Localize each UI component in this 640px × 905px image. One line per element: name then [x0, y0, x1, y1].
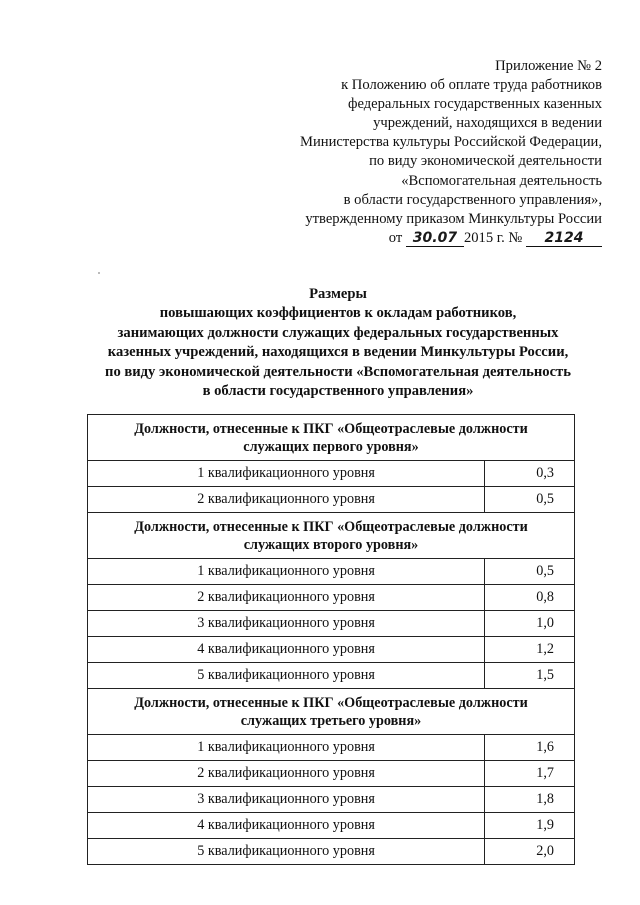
- table-row: [88, 637, 575, 663]
- order-reference: [182, 229, 602, 248]
- document-title: [60, 285, 616, 401]
- coefficient-value: 1,8: [485, 787, 575, 813]
- qualification-level: 1 квалификационного уровня: [88, 461, 485, 487]
- coefficient-value: 1,2: [485, 637, 575, 663]
- table-row: [88, 487, 575, 513]
- header-line: к Положению об оплате труда работников: [341, 77, 602, 94]
- coefficient-value: 0,8: [485, 585, 575, 611]
- coefficient-value: 1,0: [485, 611, 575, 637]
- appendix-header: [182, 57, 602, 248]
- header-line: утвержденному приказом Минкультуры России: [305, 210, 602, 227]
- table-row: [88, 839, 575, 865]
- qualification-level: 2 квалификационного уровня: [88, 761, 485, 787]
- group-title-line: служащих третьего уровня»: [240, 712, 422, 729]
- table-row: [88, 813, 575, 839]
- order-prefix: от: [388, 229, 403, 246]
- qualification-level: 1 квалификационного уровня: [88, 735, 485, 761]
- group-title: [88, 513, 575, 559]
- handwritten-date: 30.07: [406, 230, 464, 247]
- group-title-line: Должности, отнесенные к ПКГ «Общеотраслевые должности: [134, 694, 528, 711]
- qualification-level: 5 квалификационного уровня: [88, 839, 485, 865]
- header-line: «Вспомогательная деятельность: [401, 172, 602, 189]
- header-line: Министерства культуры Российской Федерации,: [299, 134, 602, 151]
- qualification-level: 2 квалификационного уровня: [88, 585, 485, 611]
- coefficient-value: 1,9: [485, 813, 575, 839]
- header-line: учреждений, находящихся в ведении: [373, 115, 602, 132]
- header-line: Приложение № 2: [495, 58, 602, 74]
- order-year: 2015 г. №: [463, 229, 523, 246]
- table-row: [88, 663, 575, 689]
- header-line: в области государственного управления»,: [343, 191, 602, 208]
- table-row: [88, 735, 575, 761]
- title-line: повышающих коэффициентов к окладам работников,: [159, 305, 517, 322]
- qualification-level: 4 квалификационного уровня: [88, 637, 485, 663]
- table-row: [88, 787, 575, 813]
- header-line: по виду экономической деятельности: [369, 153, 602, 170]
- coefficient-value: 0,5: [485, 487, 575, 513]
- qualification-level: 1 квалификационного уровня: [88, 559, 485, 585]
- coefficient-value: 1,5: [485, 663, 575, 689]
- table-group-header: [88, 689, 575, 735]
- title-line: по виду экономической деятельности «Вспомогательная деятельность: [105, 363, 571, 380]
- table-row: [88, 611, 575, 637]
- group-title: [88, 415, 575, 461]
- qualification-level: 5 квалификационного уровня: [88, 663, 485, 689]
- handwritten-number: 2124: [526, 230, 602, 247]
- group-title-line: Должности, отнесенные к ПКГ «Общеотраслевые должности: [134, 420, 528, 437]
- table-group-header: [88, 415, 575, 461]
- qualification-level: 3 квалификационного уровня: [88, 787, 485, 813]
- coefficients-table: [87, 414, 575, 865]
- title-line: Размеры: [309, 286, 367, 302]
- qualification-level: 3 квалификационного уровня: [88, 611, 485, 637]
- table-row: [88, 559, 575, 585]
- coefficient-value: 2,0: [485, 839, 575, 865]
- group-title-line: служащих первого уровня»: [243, 438, 419, 455]
- coefficient-value: 1,7: [485, 761, 575, 787]
- table-row: [88, 761, 575, 787]
- table-group-header: [88, 513, 575, 559]
- title-line: занимающих должности служащих федеральных государственных: [117, 324, 559, 341]
- qualification-level: 2 квалификационного уровня: [88, 487, 485, 513]
- coefficient-value: 1,6: [485, 735, 575, 761]
- coefficient-value: 0,5: [485, 559, 575, 585]
- scan-speck: [98, 272, 100, 274]
- table-row: [88, 461, 575, 487]
- qualification-level: 4 квалификационного уровня: [88, 813, 485, 839]
- group-title-line: служащих второго уровня»: [243, 536, 419, 553]
- group-title: [88, 689, 575, 735]
- group-title-line: Должности, отнесенные к ПКГ «Общеотраслевые должности: [134, 518, 528, 535]
- title-line: в области государственного управления»: [202, 383, 474, 400]
- header-line: федеральных государственных казенных: [347, 96, 602, 113]
- coefficient-value: 0,3: [485, 461, 575, 487]
- title-line: казенных учреждений, находящихся в ведении Минкультуры России,: [107, 344, 569, 361]
- table-row: [88, 585, 575, 611]
